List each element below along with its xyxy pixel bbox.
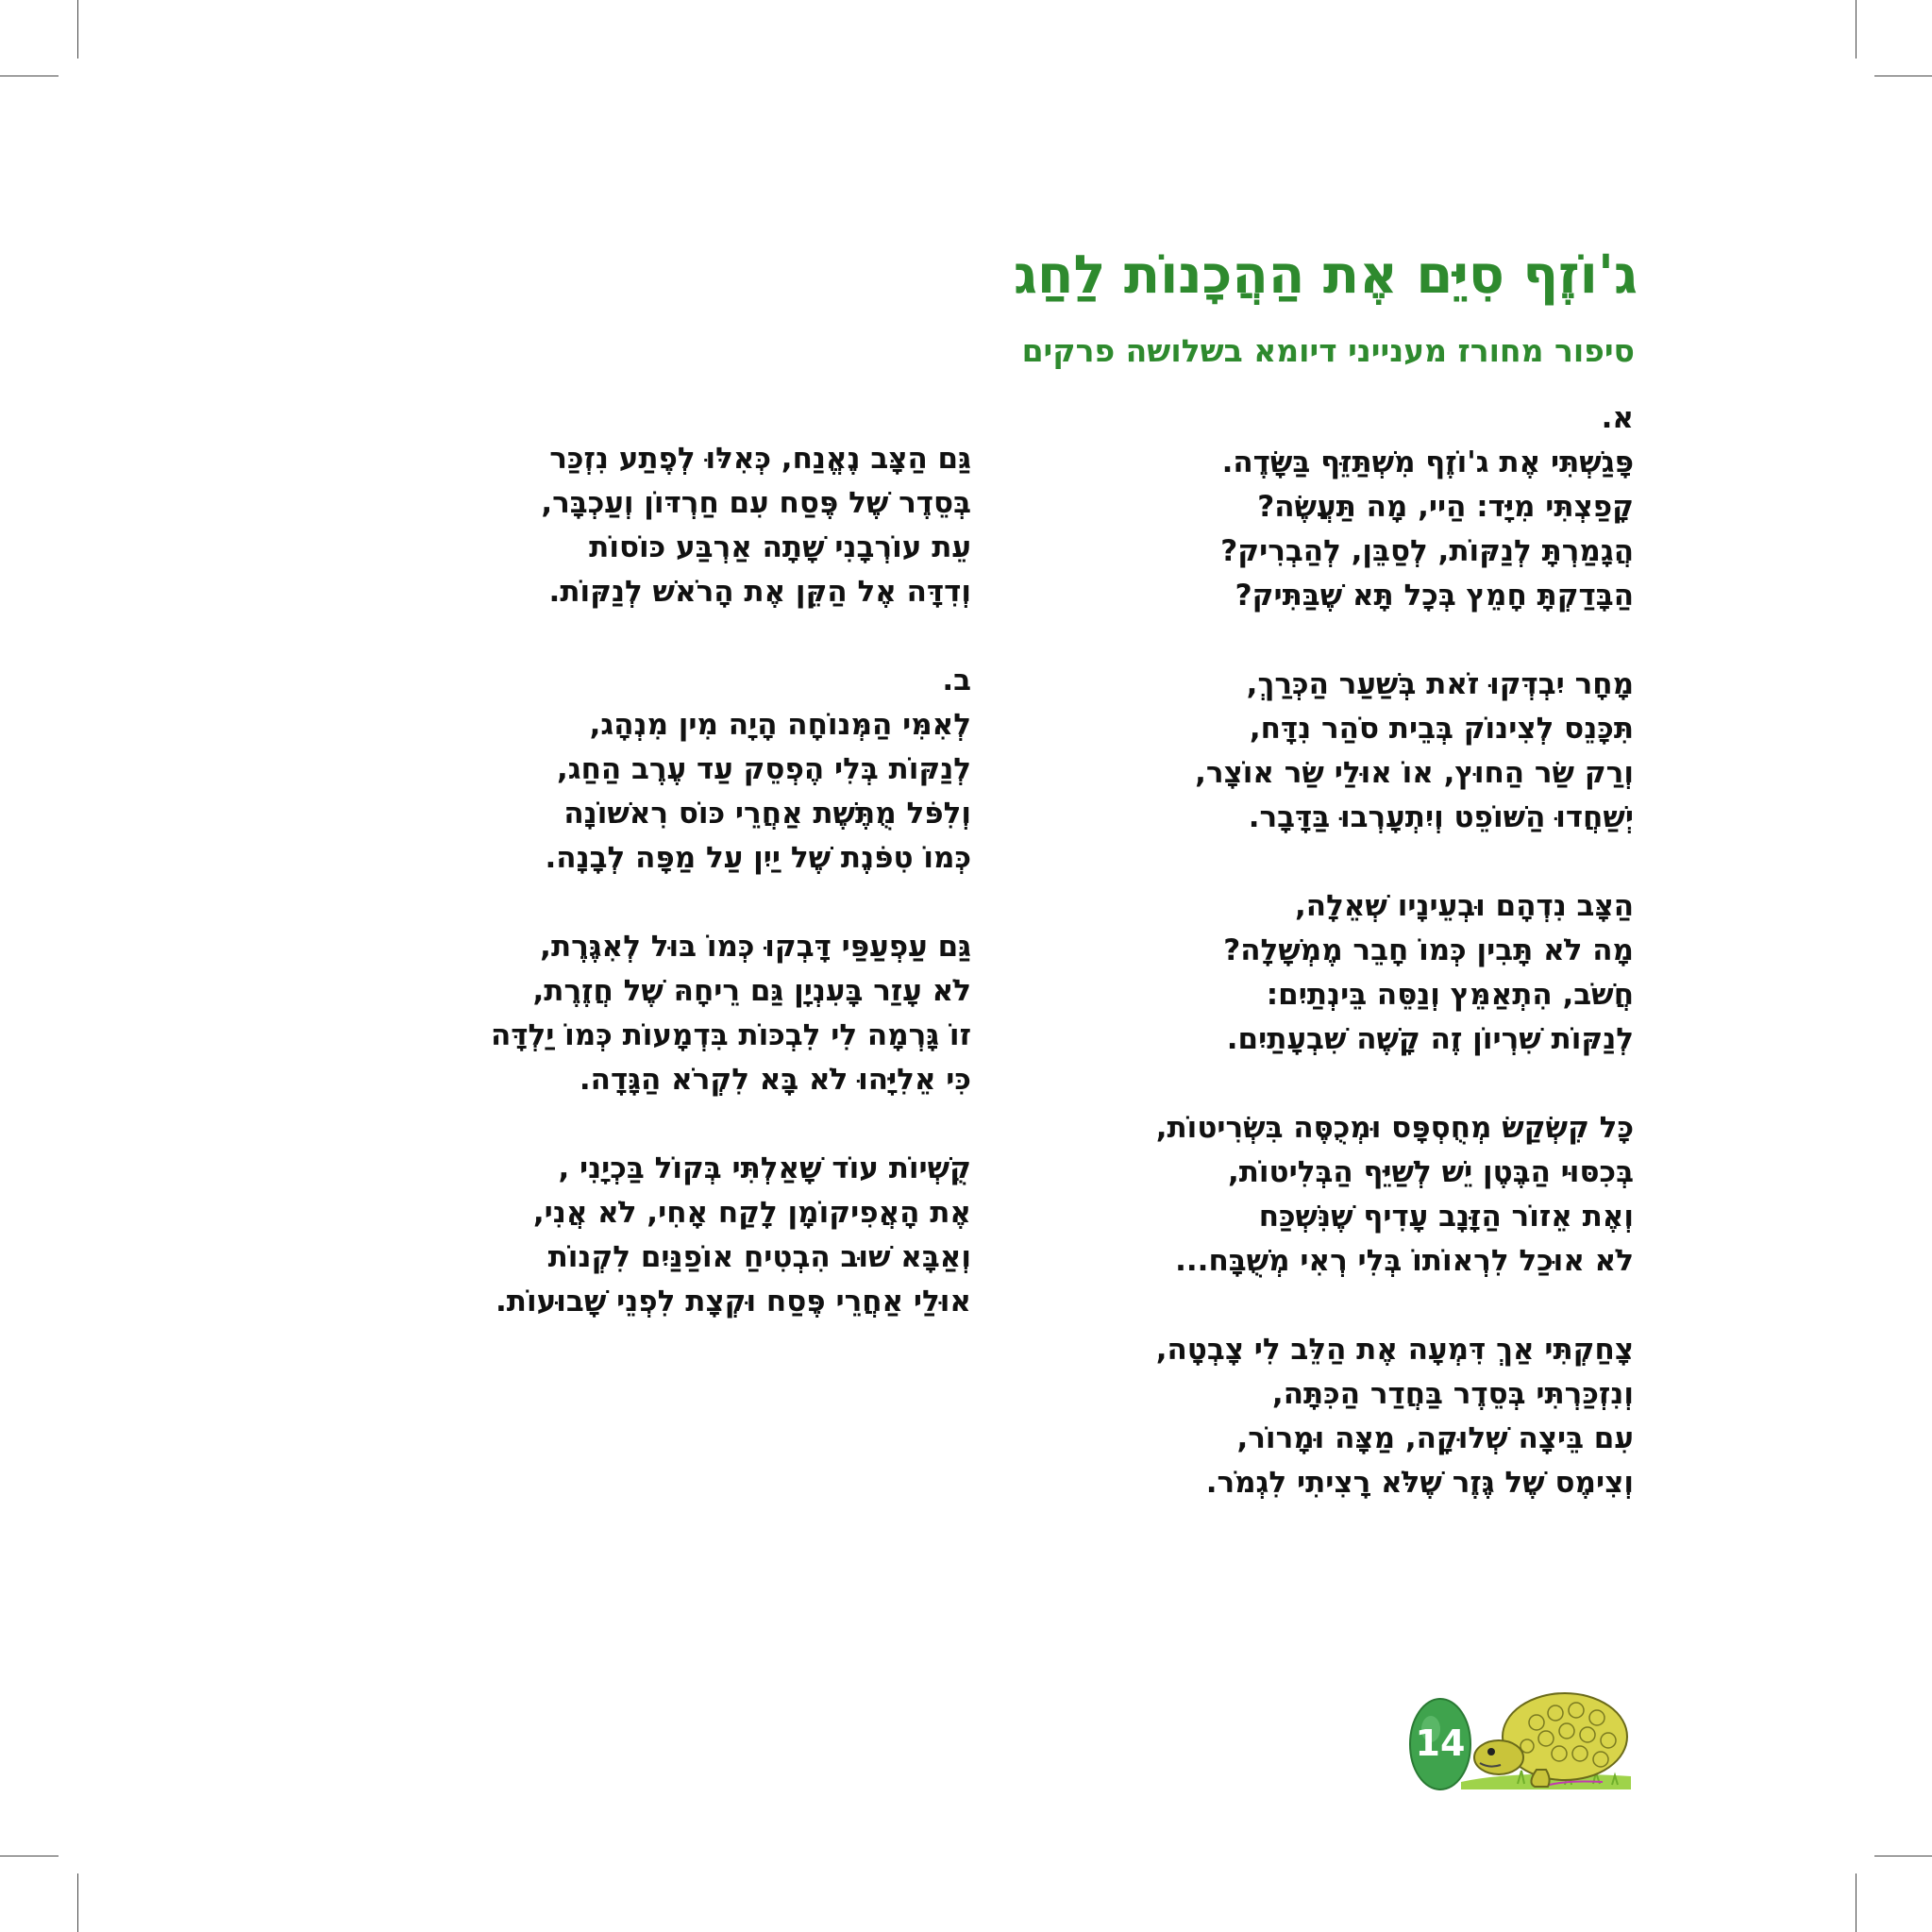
poem-line: הֲגָמַרְתָּ לְנַקּוֹת, לְסַבֵּן, לְהַבְרִיק? xyxy=(1220,534,1634,568)
poem-line: בְּסֵדֶר שֶׁל פֶּסַח עִם חַרְדּוֹן וְעַכְבָּר, xyxy=(541,486,971,520)
section-mark-alef: א. xyxy=(1601,401,1634,435)
poem-line: עֵת עוֹרְבָנִי שָׁתָה אַרְבַּע כּוֹסוֹת xyxy=(589,530,971,564)
poem-line: קֻשְׁיוֹת עוֹד שָׁאַלְתִּי בְּקוֹל בַּכְיָנִי , xyxy=(558,1151,971,1185)
poem-line: וְדִדָּה אֶל הַקֵּן אֶת הָרֹאשׁ לְנַקּוֹת. xyxy=(548,575,971,609)
poem-line: וְאַבָּא שׁוּב הִבְטִיחַ אוֹפַנַּיִם לִקְנוֹת xyxy=(547,1240,971,1274)
poem-line: בְּכִסּוּי הַבֶּטֶן יֵשׁ לְשַׁיֵּף הַבְּלִיטוֹת, xyxy=(1227,1155,1634,1189)
page-subtitle: סיפור מחורז מענייני דיומא בשלושה פרקים xyxy=(1021,332,1635,369)
poem-line: וְאֶת אֵזוֹר הַזָּנָב עָדִיף שֶׁנִּשְׁכַּח xyxy=(1258,1200,1634,1234)
left-column xyxy=(443,437,971,1369)
poem-line: פָּגַשְׁתִּי אֶת ג'וֹזֶף מִשְׁתַּזֵּף בַּשָּׂדֶה. xyxy=(1221,445,1634,479)
stanza xyxy=(1067,1328,1634,1505)
poem-line: יְשַׁחֲדוּ הַשּׁוֹפֵט וְיִתְעָרְבוּ בַּדָּבָר. xyxy=(1248,800,1634,834)
poem-line: הַצָּב נִדְהָם וּבְעֵינָיו שְׁאֵלָה, xyxy=(1295,889,1634,923)
poem-line: כְּמוֹ טִפֹּנֶת שֶׁל יַיִן עַל מַפָּה לְבָנָה. xyxy=(545,841,971,875)
crop-mark xyxy=(77,0,78,59)
poem-line: עִם בֵּיצָה שְׁלוּקָה, מַצָּה וּמָרוֹר, xyxy=(1236,1421,1634,1455)
poem-line: וְלִפֹּל מֻתֶּשֶׁת אַחֲרֵי כּוֹס רִאשׁוֹנָה xyxy=(563,797,971,831)
poem-line: זוֹ גָּרְמָה לִי לִבְכּוֹת בִּדְמָעוֹת כְּמוֹ יַלְדָּה xyxy=(490,1018,971,1052)
poem-line: וְרַק שַׂר הַחוּץ, אוֹ אוּלַי שַׂר אוֹצָר, xyxy=(1195,756,1634,790)
poem-line: לֹא אוּכַל לִרְאוֹתוֹ בְּלִי רְאִי מְשֻׁבָּח... xyxy=(1175,1244,1634,1278)
poem-line: הַבָּדַקְתָּ חָמֵץ בְּכָל תָּא שֶׁבַּתִּיק? xyxy=(1235,579,1634,613)
right-column xyxy=(1067,396,1634,1550)
poem-line: צָחַקְתִּי אַךְ דִּמְעָה אֶת הַלֵּב לִי צָבְטָה, xyxy=(1155,1333,1634,1367)
poem-line: קָפַצְתִּי מִיָּד: הַיי, מָה תַּעֲשֶׂה? xyxy=(1257,490,1634,524)
poem-line: לְאִמִּי הַמְּנוֹחָה הָיָה מִין מִנְהָג, xyxy=(589,708,971,742)
stanza xyxy=(443,437,971,614)
poem-line: כָּל קִשְׂקַשׂ מְחֻסְפָּס וּמְכֻסֶּה בִּשְׂרִיטוֹת, xyxy=(1155,1111,1634,1145)
poem-line: תִּכָּנֵס לְצִינוֹק בְּבֵית סֹהַר נִדָּח, xyxy=(1249,712,1634,746)
poem-line: לְנַקּוֹת שִׁרְיוֹן זֶה קָשֶׁה שִׁבְעָתַיִם. xyxy=(1226,1022,1634,1056)
poem-line: אֶת הָאֲפִיקוֹמָן לָקַח אָחִי, לֹא אֲנִי, xyxy=(532,1196,971,1230)
stanza xyxy=(443,1147,971,1324)
crop-mark xyxy=(77,1873,78,1932)
poem-line: חֲשֹׁב, הִתְאַמֵּץ וְנַסֵּה בֵּינְתַיִם: xyxy=(1266,978,1634,1012)
poem-line: וְנִזְכַּרְתִּי בְּסֵדֶר בַּחֲדַר הַכִּתָּה, xyxy=(1271,1377,1634,1411)
stanza xyxy=(1067,1106,1634,1284)
poem-line: מָה לֹא תָּבִין כְּמוֹ חָבֵר מֶמְשָׁלָה? xyxy=(1223,933,1634,967)
poem-line: אוּלַי אַחֲרֵי פֶּסַח וּקְצָת לִפְנֵי שָׁבוּעוֹת. xyxy=(496,1285,971,1319)
stanza xyxy=(443,925,971,1102)
stanza xyxy=(1067,663,1634,840)
stanza xyxy=(1067,441,1634,618)
page-title: ג'וֹזֶף סִיֵּם אֶת הַהֲכָנוֹת לַחַג xyxy=(1013,244,1638,306)
section-mark-bet: ב. xyxy=(942,664,971,697)
stanza xyxy=(1067,884,1634,1062)
poem-line: וְצִימֶס שֶׁל גֶּזֶר שֶׁלֹּא רָצִיתִי לִגְמֹר. xyxy=(1205,1466,1634,1500)
poem-line: לֹא עָזַר בָּעִנְיָן גַּם רֵיחָהּ שֶׁל חֲזֶרֶת, xyxy=(532,974,971,1008)
stanza xyxy=(443,703,971,881)
poem-line: לְנַקּוֹת בְּלִי הֶפְסֵק עַד עֶרֶב הַחַג, xyxy=(557,752,971,786)
poem-line: גַּם עַפְעַפַּי דָּבְקוּ כְּמוֹ בּוּל לְאִגֶּרֶת, xyxy=(540,930,971,964)
poem-line: כִּי אֵלִיָּהוּ לֹא בָּא לִקְרֹא הַגָּדָה. xyxy=(579,1063,971,1097)
poem-line: מָחָר יִבְדְּקוּ זֹאת בְּשַׁעַר הַכְּרַךְ, xyxy=(1246,667,1634,701)
poem-line: גַּם הַצָּב נֶאֱנַח, כְּאִלּוּ לְפֶתַע נִזְכַּר xyxy=(549,442,971,476)
page-number: 14 xyxy=(1415,1722,1466,1764)
